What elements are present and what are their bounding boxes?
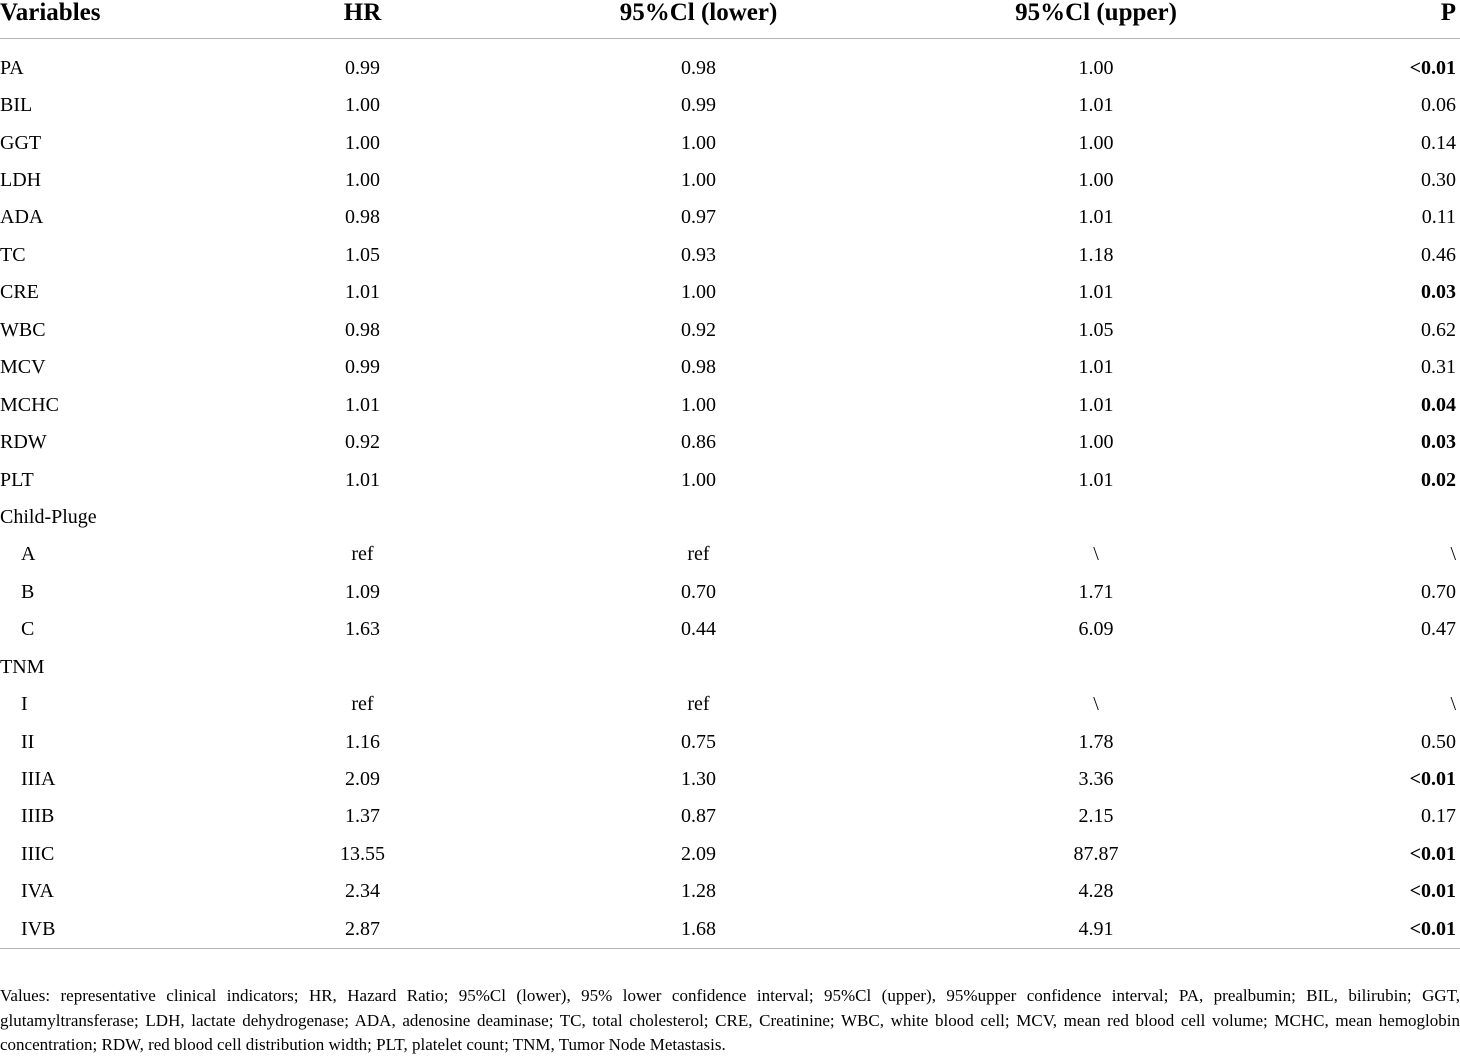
table-header xyxy=(0,0,1460,49)
cell-p-value: <0.01 xyxy=(1409,842,1456,865)
cell-hr: 0.99 xyxy=(345,56,380,79)
cell-ci-lower xyxy=(510,498,887,535)
cell-variable: RDW xyxy=(0,431,47,454)
table-row xyxy=(0,461,1460,498)
cell-ci-lower: ref xyxy=(687,693,710,716)
cell-p-value: 0.70 xyxy=(1421,580,1456,603)
cell-ci-lower: 1.28 xyxy=(681,880,716,903)
table-row xyxy=(0,910,1460,948)
cell-p-value: <0.01 xyxy=(1305,910,1460,948)
cell-p-value: 0.62 xyxy=(1421,318,1456,341)
cell-variable: II xyxy=(21,730,35,753)
table-row xyxy=(0,349,1460,386)
cell-ci-upper: 1.01 xyxy=(1078,94,1114,117)
cell-hr: 1.00 xyxy=(345,169,380,192)
cell-ci-upper: 1.00 xyxy=(1078,56,1114,79)
cell-p-value: <0.01 xyxy=(1409,768,1456,791)
cell-ci-upper: 87.87 xyxy=(1073,842,1119,865)
cell-p-value: 0.31 xyxy=(1421,356,1456,379)
table-row xyxy=(0,760,1460,797)
cell-hr: 1.05 xyxy=(345,243,380,266)
cell-hr: 1.00 xyxy=(345,131,380,154)
cell-variable: IVA xyxy=(21,880,54,903)
cell-hr: 1.37 xyxy=(345,805,380,828)
cell-ci-lower: 0.86 xyxy=(681,431,716,454)
cell-ci-lower: 1.68 xyxy=(510,910,887,948)
cell-hr: 1.01 xyxy=(345,281,380,304)
cell-ci-upper: 1.01 xyxy=(1078,356,1114,379)
cell-ci-lower: 0.70 xyxy=(681,580,716,603)
cell-ci-upper: 4.91 xyxy=(887,910,1305,948)
cell-p-value: 0.03 xyxy=(1421,281,1456,304)
cell-ci-upper: 1.71 xyxy=(1078,580,1114,603)
table-row xyxy=(0,86,1460,123)
cell-hr: 1.01 xyxy=(345,468,380,491)
cell-ci-upper: 4.28 xyxy=(1078,880,1114,903)
cell-variable: WBC xyxy=(0,318,46,341)
cell-hr: 1.01 xyxy=(345,393,380,416)
cell-ci-upper: 1.05 xyxy=(1078,318,1114,341)
cell-hr: 1.09 xyxy=(345,580,380,603)
cell-hr: 0.98 xyxy=(345,318,380,341)
cell-p-value: 0.47 xyxy=(1421,618,1456,641)
table-body xyxy=(0,49,1460,948)
cell-ci-lower: 0.75 xyxy=(681,730,716,753)
table-row xyxy=(0,236,1460,273)
cell-variable: CRE xyxy=(0,281,39,304)
cell-hr: 1.16 xyxy=(345,730,380,753)
table-row xyxy=(0,49,1460,86)
cell-ci-upper: 1.01 xyxy=(1078,393,1114,416)
cell-ci-lower: 1.00 xyxy=(681,393,716,416)
cell-variable: PLT xyxy=(0,468,34,491)
table-row xyxy=(0,798,1460,835)
cell-p-value: 0.02 xyxy=(1421,468,1456,491)
table-row xyxy=(0,611,1460,648)
table-row xyxy=(0,161,1460,198)
cell-variable: MCHC xyxy=(0,393,59,416)
cell-ci-lower: 0.93 xyxy=(681,243,716,266)
cell-ci-upper: 1.18 xyxy=(1078,243,1114,266)
cell-p-value: 0.06 xyxy=(1421,94,1456,117)
header-ci-upper: 95%Cl (upper) xyxy=(887,0,1305,39)
cell-ci-lower xyxy=(510,648,887,685)
cell-variable: LDH xyxy=(0,169,42,192)
cell-ci-upper: 1.00 xyxy=(1078,169,1114,192)
cell-ci-upper: 1.01 xyxy=(1078,206,1114,229)
table-row xyxy=(0,873,1460,910)
cell-ci-upper: 1.01 xyxy=(1078,468,1114,491)
table-row xyxy=(0,648,1460,685)
cell-ci-upper: 1.00 xyxy=(1078,431,1114,454)
cell-hr: ref xyxy=(351,693,374,716)
cell-variable: A xyxy=(21,543,36,566)
cell-ci-upper: 3.36 xyxy=(1078,768,1114,791)
cell-variable: C xyxy=(21,618,35,641)
cell-ci-lower: 1.00 xyxy=(681,169,716,192)
cell-p-value: 0.46 xyxy=(1421,243,1456,266)
cell-variable: TNM xyxy=(0,655,45,678)
header-row xyxy=(0,0,1460,39)
cell-variable: IIIC xyxy=(21,842,55,865)
table-row xyxy=(0,124,1460,161)
cell-ci-upper: 6.09 xyxy=(1078,618,1114,641)
cell-hr: 0.92 xyxy=(345,431,380,454)
cell-hr: 1.63 xyxy=(345,618,380,641)
header-hr: HR xyxy=(215,0,510,39)
cell-ci-lower: 1.00 xyxy=(681,131,716,154)
cell-p-value: 0.11 xyxy=(1421,206,1456,229)
cell-variable: BIL xyxy=(0,94,33,117)
cell-variable: TC xyxy=(0,243,26,266)
cell-ci-upper xyxy=(887,648,1305,685)
header-variables: Variables xyxy=(0,0,215,39)
cell-ci-lower: 0.99 xyxy=(681,94,716,117)
cell-ci-upper: \ xyxy=(1093,693,1099,716)
cell-p-value: 0.50 xyxy=(1421,730,1456,753)
cell-ci-upper: 1.01 xyxy=(1078,281,1114,304)
cell-p-value: 0.17 xyxy=(1421,805,1456,828)
cell-ci-lower: 0.92 xyxy=(681,318,716,341)
table-row xyxy=(0,423,1460,460)
table-row xyxy=(0,311,1460,348)
table-row xyxy=(0,536,1460,573)
cell-variable: MCV xyxy=(0,356,46,379)
cell-ci-lower: 1.30 xyxy=(681,768,716,791)
cell-p-value: 0.03 xyxy=(1421,431,1456,454)
cell-ci-lower: 1.00 xyxy=(681,281,716,304)
table-row xyxy=(0,199,1460,236)
cell-p-value: \ xyxy=(1450,693,1456,716)
cell-ci-lower: ref xyxy=(687,543,710,566)
cell-variable: IIIB xyxy=(21,805,55,828)
cell-variable: GGT xyxy=(0,131,42,154)
cell-ci-lower: 1.00 xyxy=(681,468,716,491)
cell-ci-lower: 0.98 xyxy=(681,56,716,79)
cell-ci-lower: 0.97 xyxy=(681,206,716,229)
header-ci-lower: 95%Cl (lower) xyxy=(510,0,887,39)
cell-variable: PA xyxy=(0,56,24,79)
cell-p-value xyxy=(1305,648,1460,685)
cell-ci-upper: 1.00 xyxy=(1078,131,1114,154)
cell-p-value: <0.01 xyxy=(1409,880,1456,903)
cell-ci-upper xyxy=(887,498,1305,535)
cell-p-value: 0.30 xyxy=(1421,169,1456,192)
table-row xyxy=(0,274,1460,311)
table-row xyxy=(0,573,1460,610)
cell-ci-upper: 1.78 xyxy=(1078,730,1114,753)
table-row xyxy=(0,835,1460,872)
cell-hr: 0.98 xyxy=(345,206,380,229)
cell-hr: 2.09 xyxy=(345,768,380,791)
cell-variable: IVB xyxy=(0,910,215,948)
table-footnote: Values: representative clinical indicators; HR, Hazard Ratio; 95%Cl (lower), 95% lower confidence interval; 95%Cl (upper), 95%upper confidence interval; PA, prealbumin; BIL, bilirubin; GGT, glutamyltransferase; LDH, lactate dehydrogenase; ADA, adenosine deaminase; TC, total cholesterol; CRE, Creatinine; WBC, white blood cell; MCV, mean red blood cell volume; MCHC, mean hemoglobin concentration; RDW, red blood cell distribution width; PLT, platelet count; TNM, Tumor Node Metastasis. xyxy=(0,986,1460,1054)
cell-hr xyxy=(215,648,510,685)
table-row xyxy=(0,685,1460,722)
table-row xyxy=(0,498,1460,535)
cell-ci-lower: 2.09 xyxy=(681,842,716,865)
cell-p-value xyxy=(1305,498,1460,535)
cell-ci-lower: 0.87 xyxy=(681,805,716,828)
cell-hr: 2.87 xyxy=(215,910,510,948)
header-spacer xyxy=(0,39,1460,50)
cell-p-value: 0.04 xyxy=(1421,393,1456,416)
cell-ci-upper: \ xyxy=(1093,543,1099,566)
table-row xyxy=(0,386,1460,423)
table-row xyxy=(0,723,1460,760)
cell-variable: Child-Pluge xyxy=(0,505,97,528)
cell-hr: 0.99 xyxy=(345,356,380,379)
cell-variable: ADA xyxy=(0,206,44,229)
cell-hr: ref xyxy=(351,543,374,566)
cell-variable: B xyxy=(21,580,35,603)
cell-hr xyxy=(215,498,510,535)
cell-ci-lower: 0.98 xyxy=(681,356,716,379)
cell-hr: 13.55 xyxy=(340,842,385,865)
cell-p-value: 0.14 xyxy=(1421,131,1456,154)
cell-hr: 2.34 xyxy=(345,880,380,903)
header-p: P xyxy=(1305,0,1460,39)
cell-p-value: \ xyxy=(1450,543,1456,566)
cell-variable: I xyxy=(21,693,28,716)
cell-variable: IIIA xyxy=(21,768,56,791)
cell-ci-lower: 0.44 xyxy=(681,618,716,641)
cell-hr: 1.00 xyxy=(345,94,380,117)
cell-p-value: <0.01 xyxy=(1409,56,1456,79)
cell-ci-upper: 2.15 xyxy=(1078,805,1114,828)
